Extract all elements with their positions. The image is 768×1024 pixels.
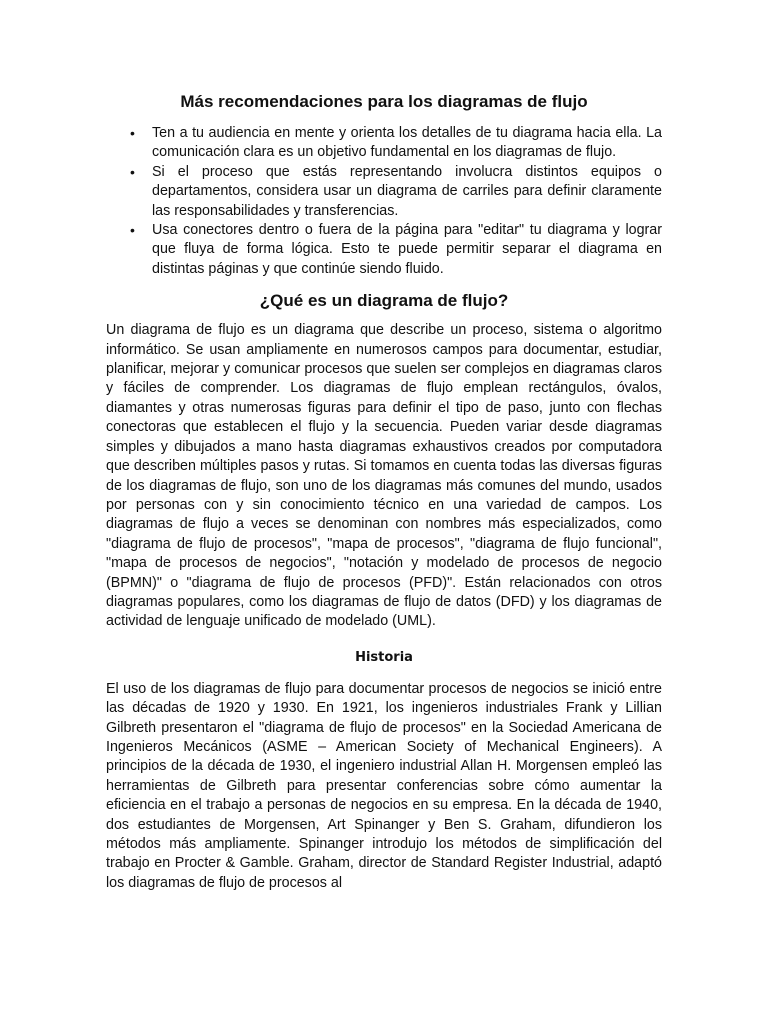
list-item-text: Ten a tu audiencia en mente y orienta los detalles de tu diagrama hacia ella. La comunicación clara es un objetivo fundamental en los diagramas de flujo. — [152, 125, 662, 161]
list-item — [130, 163, 662, 221]
bullet-icon: • — [130, 125, 135, 141]
section-title-history: Historia — [355, 649, 413, 665]
document-page — [106, 90, 662, 893]
bullet-icon: • — [130, 222, 135, 239]
section-title-recommendations: Más recomendaciones para los diagramas de flujo — [180, 92, 588, 111]
definition-paragraph: Un diagrama de flujo es un diagrama que describe un proceso, sistema o algoritmo informático. Se usan ampliamente en numerosos campos para documentar, estudiar, planificar, mejorar y comunicar procesos que suelen ser complejos en diagramas claros y fáciles de comprender. Los diagramas de flujo emplean rectángulos, óvalos, diamantes y otras numerosas figuras para definir el tipo de paso, junto con flechas conectoras que establecen el flujo y la secuencia. Pueden variar desde diagramas simples y dibujados a mano hasta diagramas exhaustivos creados por computadora que describen múltiples pasos y rutas. Si tomamos en cuenta todas las diversas figuras de los diagramas de flujo, son uno de los diagramas más comunes del mundo, usados por personas con y sin conocimiento técnico en una variedad de campos. Los diagramas de flujo a veces se denominan con nombres más especializados, como "diagrama de flujo de procesos", "mapa de procesos", "diagrama de flujo funcional", "mapa de procesos de negocios", "notación y modelado de procesos de negocio (BPMN)" o "diagrama de flujo de procesos (PFD)". Están relacionados con otros diagramas populares, como los diagramas de flujo de datos (DFD) y los diagramas de actividad de lenguaje unificado de modelado (UML). — [106, 322, 662, 630]
list-item — [130, 124, 662, 163]
list-item — [130, 221, 662, 279]
list-item-text: Si el proceso que estás representando involucra distintos equipos o departamentos, considera usar un diagrama de carriles para definir claramente las responsabilidades y transferencias. — [152, 163, 662, 219]
section-title-what-is-flowchart: ¿Qué es un diagrama de flujo? — [259, 291, 509, 311]
history-paragraph: El uso de los diagramas de flujo para documentar procesos de negocios se inició entre las décadas de 1920 y 1930. En 1921, los ingenieros industriales Frank y Lillian Gilbreth presentaron el "diagrama de flujo de procesos" en la Sociedad Americana de Ingenieros Mecánicos (ASME – American Society of Mechanical Engineers). A principios de la década de 1930, el ingeniero industrial Allan H. Morgensen empleó las herramientas de Gilbreth para presentar conferencias sobre cómo aumentar la eficiencia en el trabajo a personas de negocios en su empresa. En la década de 1940, dos estudiantes de Morgensen, Art Spinanger y Ben S. Graham, difundieron los métodos más ampliamente. Spinanger introdujo los métodos de simplificación del trabajo en Procter & Gamble. Graham, director de Standard Register Industrial, adaptó los diagramas de flujo de procesos al — [106, 680, 662, 891]
bullet-icon: • — [130, 163, 135, 180]
list-item-text: Usa conectores dentro o fuera de la página para "editar" tu diagrama y lograr que fluya de forma lógica. Esto te puede permitir separar el diagrama en distintas páginas y que continúe siendo fluido. — [152, 222, 662, 277]
recommendations-list — [106, 124, 662, 279]
